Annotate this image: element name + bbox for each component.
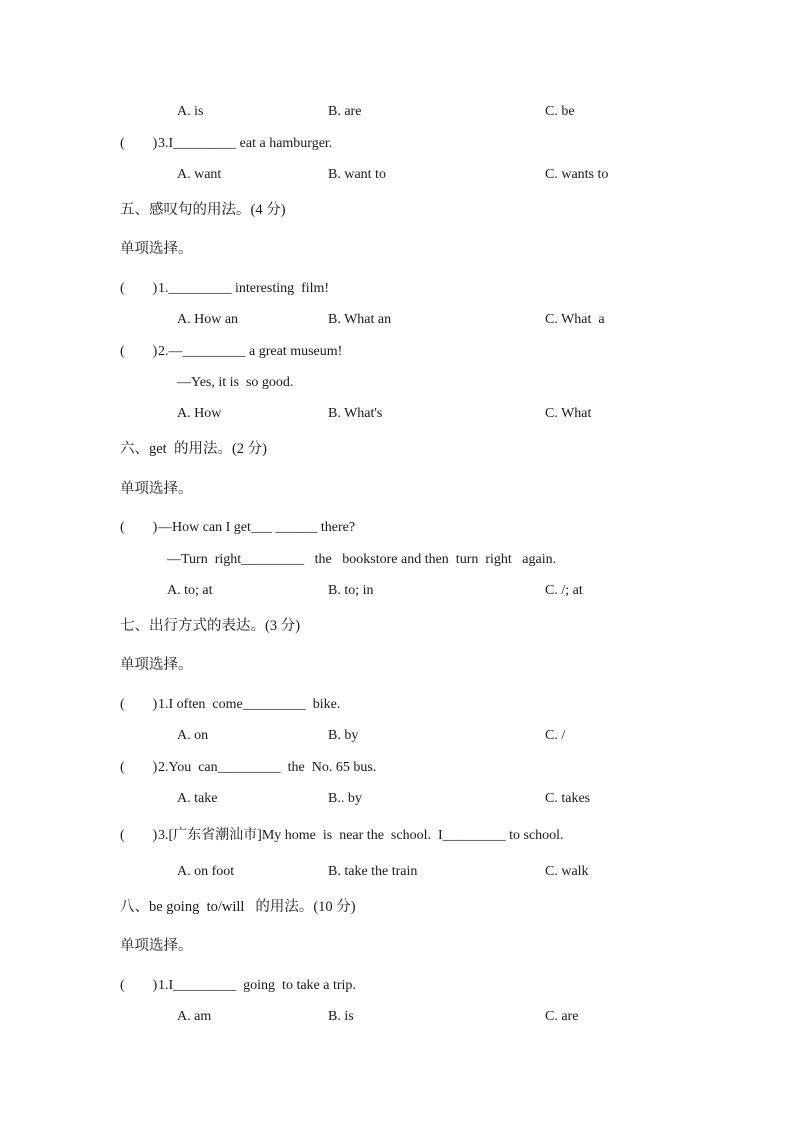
option-c: C. / (545, 728, 566, 743)
option-b: B. What an (328, 312, 392, 327)
option-b: B. take the train (328, 864, 418, 879)
section-title: 五、感叹句的用法。(4 分) (120, 202, 286, 218)
option-a: A. am (177, 1009, 212, 1024)
dialogue-reply: —Turn right_________ the bookstore and then turn right again. (167, 552, 557, 567)
section-title: 七、出行方式的表达。(3 分) (120, 618, 301, 634)
option-b: B. to; in (328, 583, 374, 598)
option-a: A. take (177, 791, 218, 806)
option-b: B. by (328, 728, 359, 743)
option-a: A. want (177, 167, 222, 182)
answer-bracket: ( ) (120, 697, 158, 712)
option-b: B. are (328, 104, 362, 119)
answer-bracket: ( ) (120, 760, 158, 775)
option-a: A. is (177, 104, 204, 119)
answer-bracket: ( ) (120, 281, 158, 296)
option-b: B. is (328, 1009, 354, 1024)
section-title: 六、get 的用法。(2 分) (120, 441, 267, 457)
option-b: B. want to (328, 167, 386, 182)
option-c: C. What a (545, 312, 605, 327)
option-b: B. What's (328, 406, 383, 421)
option-a: A. on (177, 728, 209, 743)
question-text: 2.—_________ a great museum! (158, 344, 343, 359)
option-b: B.. by (328, 791, 362, 806)
option-c: C. walk (545, 864, 589, 879)
question-text: 1.I_________ going to take a trip. (158, 978, 356, 993)
option-a: A. How an (177, 312, 239, 327)
section-instruction: 单项选择。 (120, 938, 193, 954)
option-c: C. are (545, 1009, 579, 1024)
question-text: 1.I often come_________ bike. (158, 697, 341, 712)
answer-bracket: ( ) (120, 828, 158, 843)
option-c: C. /; at (545, 583, 583, 598)
section-instruction: 单项选择。 (120, 241, 193, 257)
question-text: 3.[广东省潮汕市]My home is near the school. I_________ to school. (158, 828, 564, 843)
option-a: A. How (177, 406, 222, 421)
option-a: A. on foot (177, 864, 235, 879)
section-instruction: 单项选择。 (120, 481, 193, 497)
dialogue-reply: —Yes, it is so good. (177, 375, 294, 390)
option-c: C. takes (545, 791, 591, 806)
answer-bracket: ( ) (120, 136, 158, 151)
section-instruction: 单项选择。 (120, 657, 193, 673)
answer-bracket: ( ) (120, 978, 158, 993)
option-c: C. What (545, 406, 592, 421)
question-text: 1._________ interesting film! (158, 281, 330, 296)
question-text: —How can I get___ ______ there? (158, 520, 356, 535)
option-c: C. be (545, 104, 575, 119)
option-c: C. wants to (545, 167, 609, 182)
option-a: A. to; at (167, 583, 213, 598)
answer-bracket: ( ) (120, 520, 158, 535)
section-title: 八、be going to/will 的用法。(10 分) (120, 899, 356, 915)
question-text: 3.I_________ eat a hamburger. (158, 136, 333, 151)
question-text: 2.You can_________ the No. 65 bus. (158, 760, 377, 775)
answer-bracket: ( ) (120, 344, 158, 359)
